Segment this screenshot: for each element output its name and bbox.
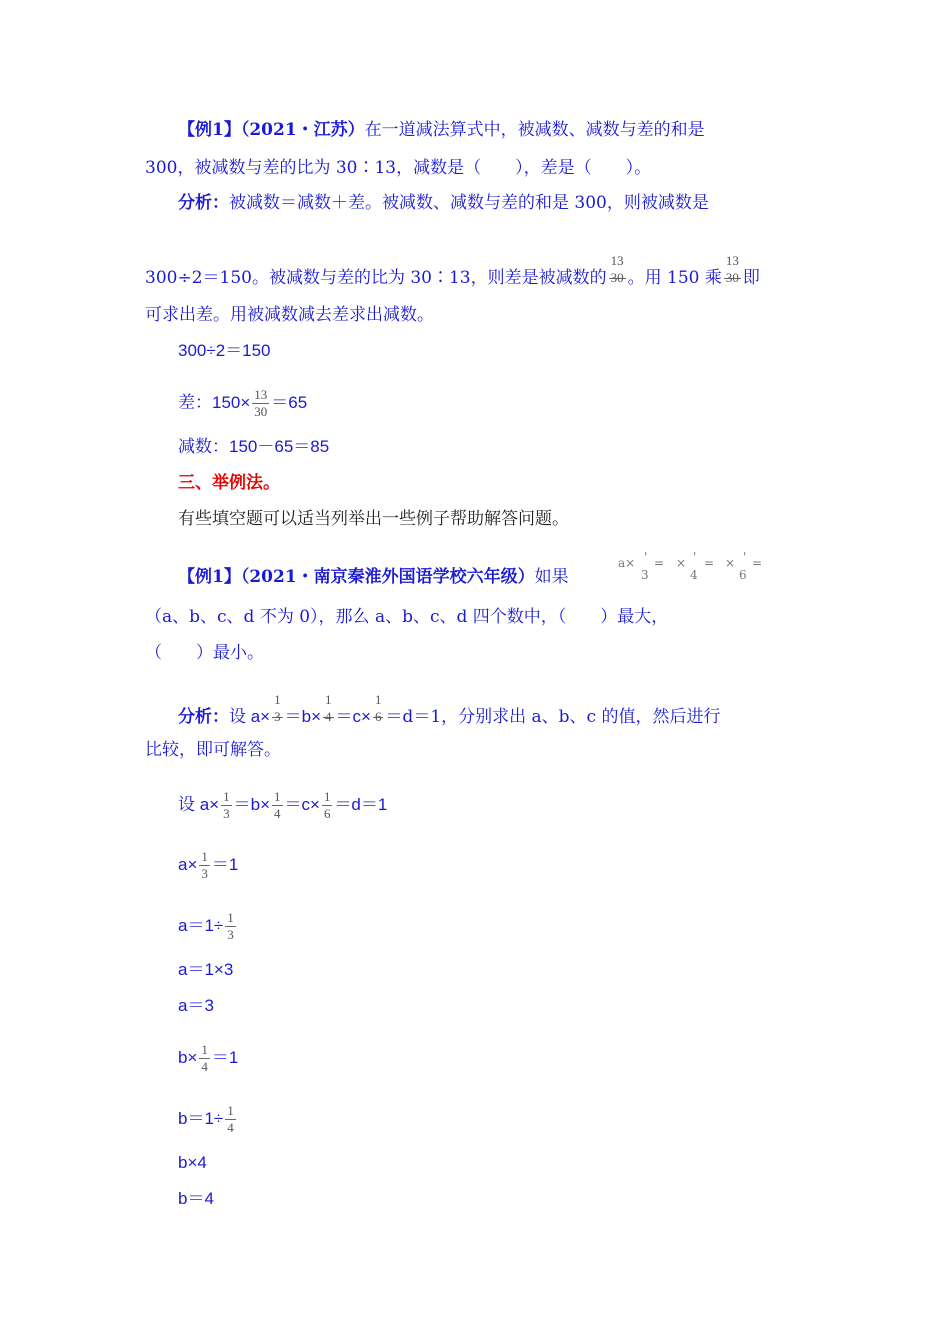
- analysis1-line1: 分析：被减数＝减数＋差。被减数、减数与差的和是 300，则被减数是: [178, 193, 709, 213]
- example1-line1: [178, 120, 838, 140]
- step-a-div: a＝1÷ $\frac{1}{3}$: [178, 910, 234, 942]
- step-b-div: b＝1÷ $\frac{1}{4}$: [178, 1103, 234, 1135]
- fraction-1-6: $\frac{1}{6}$: [323, 789, 331, 821]
- step-a-result: a＝3: [178, 996, 214, 1015]
- fraction-1-3: $\frac{1}{3}$: [223, 789, 230, 821]
- fraction-1-4: $\frac{1}{4}$: [227, 1103, 234, 1135]
- calc1-step1: 300÷2＝150: [178, 341, 271, 360]
- section-intro: 有些填空题可以适当列举出一些例子帮助解答问题。: [178, 509, 569, 529]
- analysis-label: 分析：: [178, 193, 229, 213]
- fraction-1-3: $\frac{1}{3}$: [274, 692, 281, 724]
- garbled-equation: a× ' 3 = × ' 4 = × ' 6 =: [618, 550, 763, 582]
- analysis1-line2: 300÷2＝150。被减数与差的比为 30∶13，则差是被减数的 $\frac{13}{30}$ 。用 150 乘 $\frac{13}{30}$ 即: [145, 263, 805, 294]
- step-b-mul: b×4: [178, 1153, 207, 1172]
- step-setup: 设 a× $\frac{1}{3}$ ＝b× $\frac{1}{4}$ ＝c× $\frac{1}{6}$ ＝d＝1: [178, 789, 388, 821]
- step-a-eq: a× $\frac{1}{3}$ ＝1: [178, 849, 239, 881]
- fraction-13-30: $\frac{13}{30}$: [610, 253, 624, 285]
- fraction-1-3: $\frac{1}{3}$: [201, 849, 208, 881]
- step-b-eq: b× $\frac{1}{4}$ ＝1: [178, 1042, 239, 1074]
- section-heading: 三、举例法。: [178, 473, 280, 493]
- example2-line3: （ ）最小。: [145, 643, 264, 663]
- analysis1-line3: 可求出差。用被减数减去差求出减数。: [145, 305, 434, 325]
- example-tag: 【例1】: [178, 120, 241, 140]
- example-text: 在一道减法算式中，被减数、减数与差的和是: [364, 120, 705, 140]
- analysis2-line2: 比较，即可解答。: [145, 740, 281, 760]
- step-a-mul: a＝1×3: [178, 960, 234, 979]
- calc1-step2: 差：150× $\frac{13}{30}$ ＝65: [178, 387, 308, 419]
- fraction-1-4: $\frac{1}{4}$: [325, 692, 332, 724]
- example-source: （2021・江苏）: [240, 120, 365, 140]
- example1-line2: 300，被减数与差的比为 30∶13，减数是（ ），差是（ ）。: [145, 158, 652, 178]
- step-b-result: b＝4: [178, 1189, 214, 1208]
- fraction-13-30: $\frac{13}{30}$: [725, 253, 739, 285]
- example2-line2: （a、b、c、d 不为 0），那么 a、b、c、d 四个数中，（ ）最大，: [145, 607, 669, 627]
- example-tag: 【例1】: [178, 567, 241, 587]
- calc1-step3: 减数：150－65＝85: [178, 437, 330, 456]
- example-source: （2021・南京秦淮外国语学校六年级）: [240, 567, 535, 587]
- fraction-1-4: $\frac{1}{4}$: [274, 789, 281, 821]
- fraction-1-3: $\frac{1}{3}$: [227, 910, 234, 942]
- fraction-1-4: $\frac{1}{4}$: [201, 1042, 208, 1074]
- fraction-1-6: $\frac{1}{6}$: [374, 692, 382, 724]
- analysis2-line1: 分析：设 a× $\frac{1}{3}$ ＝b× $\frac{1}{4}$ ＝c× $\frac{1}{6}$ ＝d＝1，分别求出 a、b、c 的值，然后进行: [178, 702, 838, 733]
- example2-line1: 【例1】（2021・南京秦淮外国语学校六年级）如果: [178, 567, 569, 587]
- fraction-13-30: $\frac{13}{30}$: [254, 387, 268, 419]
- analysis-label: 分析：: [178, 707, 229, 727]
